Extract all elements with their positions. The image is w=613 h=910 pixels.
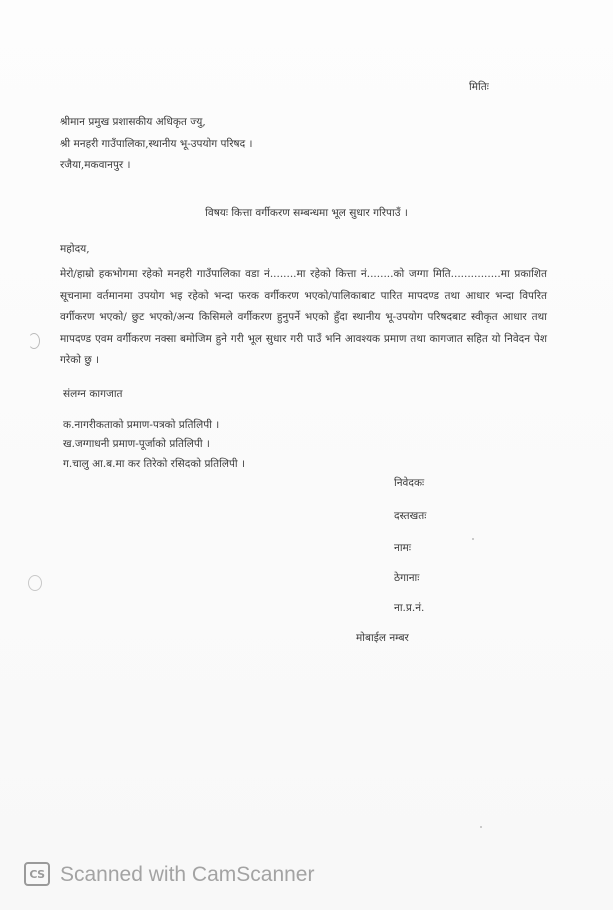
- attachments-heading: संलग्न कागजात: [63, 388, 123, 400]
- applicant-label: निवेदकः: [394, 477, 425, 489]
- addressee-line-3: रजैया,मकवानपुर ।: [60, 159, 131, 171]
- address-label: ठेगानाः: [394, 572, 420, 584]
- punch-hole-mark: [28, 333, 40, 349]
- mobile-number-label: मोबाईल नम्बर: [356, 632, 409, 644]
- attachment-item: ग.चालु आ.ब.मा कर तिरेको रसिदको प्रतिलिपी ।: [63, 458, 245, 470]
- body-paragraph: मेरो/हाम्रो हकभोगमा रहेको मनहरी गाउँपालिका वडा नं........मा रहेको कित्ता नं........को जग्गा मिति...............मा प्रकाशित सूचनामा वर्तमानमा उपयोग भइ रहेको भन्दा फरक वर्गीकरण भएको/पालिकाबाट पारित मापदण्ड तथा आधार भन्दा विपरित वर्गीकरण भएको/ छुट भएको/अन्य किसिमले वर्गीकरण हुनुपर्ने भएको हुँदा स्थानीय भू-उपयोग परिषदबाट स्वीकृत आधार तथा मापदण्ड एवम वर्गीकरण नक्सा बमोजिम हुने गरी भूल सुधार गरी पाउँ भनि आवश्यक प्रमाण तथा कागजात सहित यो निवेदन पेश गरेको छु ।: [60, 268, 547, 366]
- camscanner-watermark-text: Scanned with CamScanner: [60, 863, 315, 886]
- signature-label: दस्तखतः: [394, 510, 427, 522]
- citizenship-number-label: ना.प्र.नं.: [394, 602, 425, 614]
- subject-line: विषयः कित्ता वर्गीकरण सम्बन्धमा भूल सुधार गरिपाउँ ।: [205, 207, 408, 219]
- addressee-line-1: श्रीमान प्रमुख प्रशासकीय अधिकृत ज्यु,: [60, 116, 206, 128]
- camscanner-logo-icon: CS: [24, 862, 50, 886]
- punch-hole-mark: [28, 575, 42, 591]
- speck: [472, 538, 474, 540]
- speck: [480, 826, 482, 828]
- date-label: मितिः: [469, 81, 489, 93]
- attachment-item: क.नागरीकताको प्रमाण-पत्रको प्रतिलिपी ।: [63, 419, 220, 431]
- addressee-line-2: श्री मनहरी गाउँपालिका,स्थानीय भू-उपयोग परिषद ।: [60, 138, 253, 150]
- attachment-item: ख.जग्गाधनी प्रमाण-पूर्जाको प्रतिलिपी ।: [63, 438, 210, 450]
- salutation: महोदय,: [60, 243, 90, 255]
- name-label: नामः: [394, 542, 411, 554]
